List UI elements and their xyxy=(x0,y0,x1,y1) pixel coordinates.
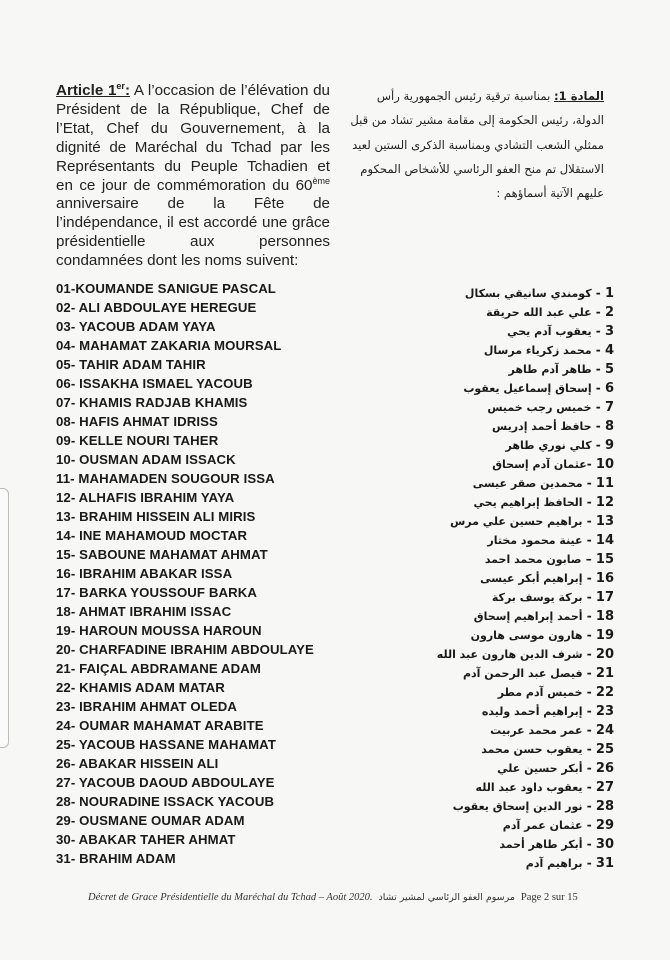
name-item-arabic xyxy=(384,377,614,396)
name-item-french: 07- KHAMIS RADJAB KHAMIS xyxy=(56,395,248,410)
name-item-french: 30- ABAKAR TAHER AHMAT xyxy=(56,832,236,847)
name-item-arabic-text: يعقوب داود عبد الله xyxy=(475,781,583,794)
name-item-arabic-text: بركة يوسف بركة xyxy=(491,591,583,604)
name-item-arabic xyxy=(384,301,614,320)
name-item-arabic-number: 17 xyxy=(595,590,614,605)
name-item-arabic-text: براهيم آدم xyxy=(525,857,583,870)
name-item-arabic-text: عينة محمود مختار xyxy=(487,534,583,547)
article-1-label xyxy=(56,82,130,99)
name-item-arabic-separator: - xyxy=(582,514,596,528)
name-item-arabic-number: 20 xyxy=(595,647,614,662)
name-item-arabic xyxy=(384,529,614,548)
name-item-arabic xyxy=(384,852,614,871)
name-item-arabic xyxy=(384,833,614,852)
name-item-arabic xyxy=(384,681,614,700)
name-item-french: 25- YACOUB HASSANE MAHAMAT xyxy=(56,737,276,752)
name-item-arabic-number: 12 xyxy=(595,495,614,510)
name-item-arabic xyxy=(384,738,614,757)
name-item-arabic-text: فيصل عبد الرحمن آدم xyxy=(462,667,583,680)
name-item-arabic-separator: - xyxy=(582,780,596,794)
name-item-arabic-separator: - xyxy=(582,647,596,661)
name-item-arabic-separator: - xyxy=(582,856,596,870)
name-item-arabic-separator: - xyxy=(582,723,596,737)
name-item-french: 08- HAFIS AHMAT IDRISS xyxy=(56,414,218,429)
name-item-french: 13- BRAHIM HISSEIN ALI MIRIS xyxy=(56,509,256,524)
name-item-arabic xyxy=(384,358,614,377)
name-item-french: 21- FAIÇAL ABDRAMANE ADAM xyxy=(56,661,261,676)
name-item-arabic-text: خميس آدم مطر xyxy=(497,686,583,699)
name-item-french: 23- IBRAHIM AHMAT OLEDA xyxy=(56,699,238,714)
name-item-french: 22- KHAMIS ADAM MATAR xyxy=(56,680,225,695)
name-item-arabic-separator: - xyxy=(582,837,596,851)
names-list-arabic xyxy=(384,282,614,871)
name-item-french: 26- ABAKAR HISSEIN ALI xyxy=(56,756,219,771)
name-item-arabic-text: كلي نوري طاهر xyxy=(505,439,592,452)
footer-arabic-title: مرسوم العفو الرئاسي لمشير تشاد xyxy=(378,892,515,903)
name-item-arabic-text: عثمان عمر آدم xyxy=(502,819,583,832)
name-item-arabic-number: 6 xyxy=(604,381,614,396)
article-1-label-colon: : xyxy=(124,82,130,99)
name-item-arabic-text: خميس رجب خميس xyxy=(487,401,592,414)
name-item-arabic-number: 22 xyxy=(595,685,614,700)
name-item-arabic-number: 29 xyxy=(595,818,614,833)
article-1-text-sup: ème xyxy=(312,175,330,186)
name-item-arabic-text: أبكر طاهر أحمد xyxy=(499,838,583,851)
name-item-arabic-separator: - xyxy=(591,324,605,338)
name-item-arabic xyxy=(384,757,614,776)
article-1-arabic-text: بمناسبة ترقية رئيس الجمهورية رأس الدولة، رئيس الحكومة إلى مقامة مشير تشاد من قبل ممثلي الشعب التشادي وبمناسبة الذكرى الستين لعيد الاستقلال تم منح العفو الرئاسي للأشخاص المحكوم عليهم الآتية أسماؤهم : xyxy=(350,89,604,201)
name-item-arabic-number: 23 xyxy=(595,704,614,719)
name-item-french: 14- INE MAHAMOUD MOCTAR xyxy=(56,528,248,543)
name-item-french: 04- MAHAMAT ZAKARIA MOURSAL xyxy=(56,338,282,353)
name-item-french: 06- ISSAKHA ISMAEL YACOUB xyxy=(56,376,253,391)
name-item-french: 19- HAROUN MOUSSA HAROUN xyxy=(56,623,262,638)
name-item-arabic-number: 7 xyxy=(604,400,614,415)
name-item-arabic-text: إسحاق إسماعيل يعقوب xyxy=(463,382,592,395)
page-number: Page 2 sur 15 xyxy=(520,892,578,903)
name-item-arabic-number: 4 xyxy=(604,343,614,358)
name-item-arabic-number: 8 xyxy=(604,419,614,434)
name-item-french: 03- YACOUB ADAM YAYA xyxy=(56,319,216,334)
article-1-french xyxy=(56,82,330,271)
name-item-arabic-text: طاهر آدم طاهر xyxy=(508,363,592,376)
name-item-arabic-separator: - xyxy=(591,305,605,319)
name-item-arabic-separator: - xyxy=(591,381,605,395)
name-item-arabic-text: براهيم حسين علي مرس xyxy=(450,515,583,528)
name-item-arabic-number: 24 xyxy=(595,723,614,738)
name-item-arabic xyxy=(384,624,614,643)
name-item-french: 11- MAHAMADEN SOUGOUR ISSA xyxy=(56,471,275,486)
page-edge-tab xyxy=(0,488,9,748)
name-item-arabic xyxy=(384,491,614,510)
name-item-arabic-number: 5 xyxy=(604,362,614,377)
name-item-arabic xyxy=(384,339,614,358)
name-item-arabic-number: 11 xyxy=(595,476,614,491)
article-1-text: A l’occasion de l’élévation du Président de la République, Chef de l’Etat, Chef du Gouvernement, à la dignité de Maréchal du Tchad par les Représentants du Peuple Tchadien et en ce jour de commémoration du 60 xyxy=(56,82,330,194)
name-item-arabic xyxy=(384,719,614,738)
page-footer xyxy=(88,892,608,903)
article-1-arabic-label: المادة 1: xyxy=(553,89,604,103)
name-item-french: 12- ALHAFIS IBRAHIM YAYA xyxy=(56,490,235,505)
name-item-arabic xyxy=(384,605,614,624)
name-item-french: 20- CHARFADINE IBRAHIM ABDOULAYE xyxy=(56,642,314,657)
name-item-french: 27- YACOUB DAOUD ABDOULAYE xyxy=(56,775,275,790)
name-item-arabic-number: 27 xyxy=(595,780,614,795)
name-item-french: 05- TAHIR ADAM TAHIR xyxy=(56,357,206,372)
name-item-arabic-separator: - xyxy=(582,476,596,490)
name-item-french: 10- OUSMAN ADAM ISSACK xyxy=(56,452,236,467)
name-item-arabic-separator: - xyxy=(591,362,605,376)
name-item-arabic-separator: - xyxy=(582,495,596,509)
name-item-arabic-number: 18 xyxy=(595,609,614,624)
name-item-arabic-text: شرف الدين هارون عبد الله xyxy=(436,648,583,661)
name-item-arabic xyxy=(384,510,614,529)
name-item-french: 17- BARKA YOUSSOUF BARKA xyxy=(56,585,257,600)
name-item-arabic-separator: - xyxy=(582,799,596,813)
article-1-label-sup: er xyxy=(116,80,125,91)
name-item-arabic-separator: - xyxy=(582,742,596,756)
name-item-arabic xyxy=(384,643,614,662)
name-item-arabic-text: صابون محمد احمد xyxy=(484,553,582,566)
name-item-arabic-number: 13 xyxy=(595,514,614,529)
name-item-french: 09- KELLE NOURI TAHER xyxy=(56,433,219,448)
name-item-arabic-text: عمر محمد عربيت xyxy=(490,724,583,737)
name-item-arabic-text: محمد زكرياء مرسال xyxy=(483,344,592,357)
name-item-arabic-separator: – xyxy=(581,552,596,566)
name-item-arabic-number: 25 xyxy=(595,742,614,757)
article-1-french-paragraph xyxy=(56,82,330,271)
footer-french-title: Décret de Grace Présidentielle du Maréchal du Tchad – Août 2020. xyxy=(88,892,373,903)
name-item-arabic-number: 14 xyxy=(595,533,614,548)
name-item-arabic xyxy=(384,548,614,567)
name-item-arabic-separator: - xyxy=(582,666,596,680)
name-item-french: 24- OUMAR MAHAMAT ARABITE xyxy=(56,718,264,733)
name-item-arabic xyxy=(384,700,614,719)
name-item-arabic-number: 9 xyxy=(604,438,614,453)
name-item-arabic-number: 2 xyxy=(604,305,614,320)
name-item-arabic-separator: - xyxy=(591,400,605,414)
name-item-arabic-number: 10 xyxy=(595,457,614,472)
name-item-arabic xyxy=(384,282,614,301)
name-item-french: 15- SABOUNE MAHAMAT AHMAT xyxy=(56,547,268,562)
name-item-arabic-number: 3 xyxy=(604,324,614,339)
name-item-arabic xyxy=(384,586,614,605)
name-item-arabic-number: 1 xyxy=(604,286,614,301)
name-item-arabic-separator: - xyxy=(582,571,596,585)
name-item-arabic-separator: - xyxy=(591,438,605,452)
name-item-french: 18- AHMAT IBRAHIM ISSAC xyxy=(56,604,232,619)
name-item-arabic-number: 16 xyxy=(595,571,614,586)
name-item-arabic-text: علي عبد الله حريقة xyxy=(486,306,592,319)
name-item-arabic xyxy=(384,415,614,434)
name-item-arabic xyxy=(384,776,614,795)
name-item-arabic xyxy=(384,795,614,814)
name-item-arabic-text: يعقوب حسن محمد xyxy=(481,743,583,756)
name-item-arabic-number: 30 xyxy=(595,837,614,852)
name-item-arabic xyxy=(384,320,614,339)
name-item-arabic-separator: - xyxy=(582,704,596,718)
name-item-french: 01-KOUMANDE SANIGUE PASCAL xyxy=(56,281,276,296)
name-item-arabic-separator: - xyxy=(591,419,605,433)
name-item-arabic-text: يعقوب آدم يحي xyxy=(507,325,592,338)
name-item-arabic-text: عثمان آدم إسحاق xyxy=(492,458,587,471)
name-item-french: 29- OUSMANE OUMAR ADAM xyxy=(56,813,245,828)
name-item-arabic-number: 26 xyxy=(595,761,614,776)
name-item-arabic-text: أبكر حسين علي xyxy=(497,762,583,775)
name-item-arabic-separator: - xyxy=(582,818,596,832)
names-list-french xyxy=(56,279,356,868)
name-item-arabic xyxy=(384,472,614,491)
name-item-arabic-number: 19 xyxy=(595,628,614,643)
name-item-arabic-separator: - xyxy=(586,457,596,471)
name-item-arabic xyxy=(384,453,614,472)
article-1-arabic-paragraph xyxy=(342,84,604,205)
name-item-arabic xyxy=(384,814,614,833)
name-item-arabic-text: إبراهيم أحمد وليده xyxy=(481,705,583,718)
article-1-label-text: Article 1 xyxy=(56,82,117,99)
name-item-arabic-separator: - xyxy=(591,343,605,357)
name-item-arabic-separator: - xyxy=(582,609,596,623)
name-item-french: 28- NOURADINE ISSACK YACOUB xyxy=(56,794,275,809)
name-item-french: 02- ALI ABDOULAYE HEREGUE xyxy=(56,300,257,315)
name-item-arabic-separator: - xyxy=(582,761,596,775)
name-item-french: 31- BRAHIM ADAM xyxy=(56,851,176,866)
article-1-arabic xyxy=(342,84,604,205)
name-item-arabic-number: 21 xyxy=(595,666,614,681)
name-item-arabic-text: هارون موسى هارون xyxy=(470,629,583,642)
name-item-arabic-text: كومندي سانيقي بسكال xyxy=(464,287,592,300)
name-item-arabic-number: 15 xyxy=(595,552,614,567)
name-item-arabic-number: 31 xyxy=(595,856,614,871)
name-item-french: 16- IBRAHIM ABAKAR ISSA xyxy=(56,566,233,581)
article-1-text-end: anniversaire de la Fête de l’indépendance, il est accordé une grâce présidentielle aux personnes condamnées dont les noms suivent: xyxy=(56,195,330,270)
name-item-arabic-text: محمدين صقر عيسى xyxy=(472,477,583,490)
name-item-arabic xyxy=(384,567,614,586)
name-item-arabic-text: حافظ أحمد إدريس xyxy=(492,420,592,433)
name-item-arabic-separator: - xyxy=(582,685,596,699)
name-item-arabic-separator: - xyxy=(582,533,596,547)
name-item-arabic xyxy=(384,434,614,453)
name-item-arabic-separator: - xyxy=(582,628,596,642)
name-item-arabic-text: الحافظ إبراهيم يحي xyxy=(473,496,583,509)
name-item-arabic xyxy=(384,396,614,415)
name-item-arabic-number: 28 xyxy=(595,799,614,814)
name-item-arabic xyxy=(384,662,614,681)
name-item-arabic-text: أحمد إبراهيم إسحاق xyxy=(473,610,583,623)
name-item-arabic-separator: - xyxy=(591,286,605,300)
name-item-arabic-separator: - xyxy=(582,590,596,604)
name-item-arabic-text: إبراهيم أبكر عيسى xyxy=(480,572,583,585)
name-item-arabic-text: نور الدين إسحاق يعقوب xyxy=(452,800,583,813)
